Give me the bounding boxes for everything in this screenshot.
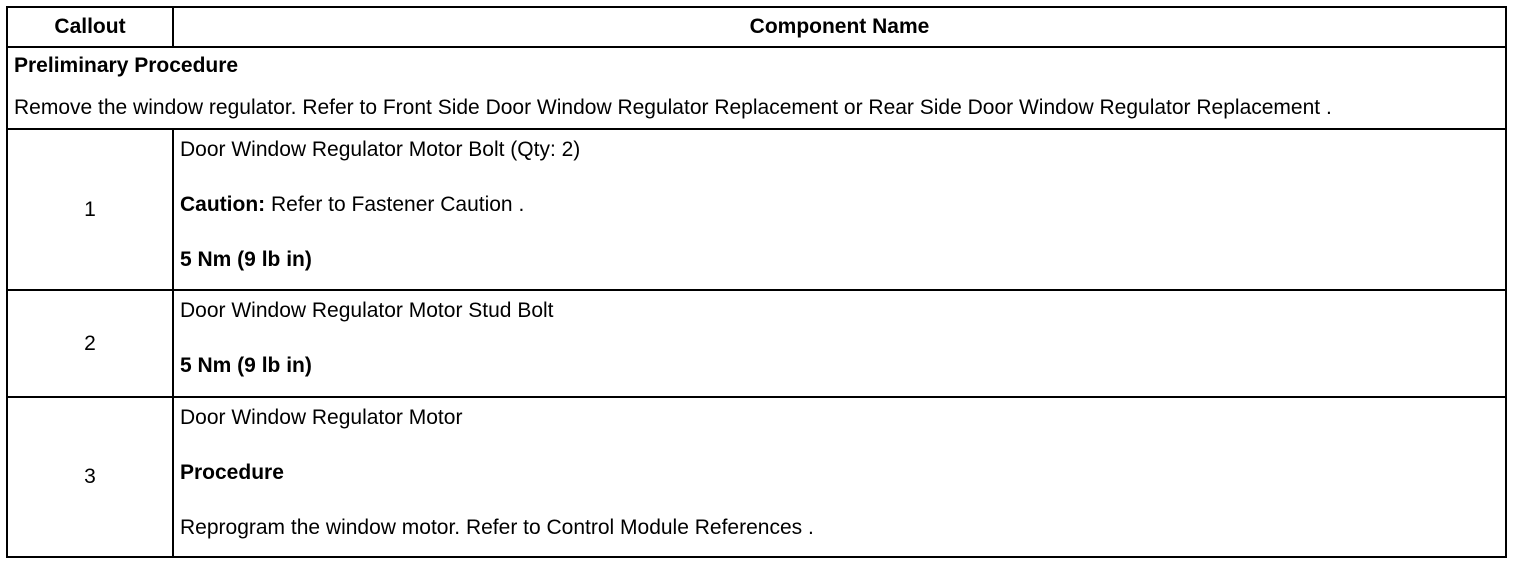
preliminary-procedure-cell <box>7 47 1506 129</box>
table-row <box>7 290 1506 397</box>
component-table <box>6 6 1507 558</box>
table-header-row <box>7 7 1506 47</box>
component-description <box>173 397 1506 557</box>
procedure-label: Procedure <box>180 461 284 484</box>
table-row <box>7 397 1506 557</box>
torque-spec: 5 Nm (9 lb in) <box>180 354 312 377</box>
component-name: Door Window Regulator Motor Bolt (Qty: 2) <box>180 138 581 161</box>
callout-column-header: Callout <box>7 7 173 47</box>
torque-spec: 5 Nm (9 lb in) <box>180 248 312 271</box>
preliminary-procedure-text: Remove the window regulator. Refer to Front Side Door Window Regulator Replacement or Rear Side Door Window Regulator Replacement . <box>14 96 1332 119</box>
procedure-text: Reprogram the window motor. Refer to Control Module References . <box>180 516 814 539</box>
callout-number: 1 <box>7 129 173 290</box>
component-name: Door Window Regulator Motor Stud Bolt <box>180 299 554 322</box>
callout-number: 2 <box>7 290 173 397</box>
component-description <box>173 290 1506 397</box>
component-name: Door Window Regulator Motor <box>180 406 463 429</box>
callout-number: 3 <box>7 397 173 557</box>
component-name-column-header: Component Name <box>173 7 1506 47</box>
caution-note <box>180 191 1499 218</box>
caution-text: Refer to Fastener Caution . <box>265 193 525 216</box>
preliminary-procedure-title: Preliminary Procedure <box>14 54 239 77</box>
caution-label: Caution: <box>180 193 266 216</box>
table-row <box>7 129 1506 290</box>
preliminary-procedure-row <box>7 47 1506 129</box>
component-table-wrapper <box>6 6 1507 558</box>
component-description <box>173 129 1506 290</box>
